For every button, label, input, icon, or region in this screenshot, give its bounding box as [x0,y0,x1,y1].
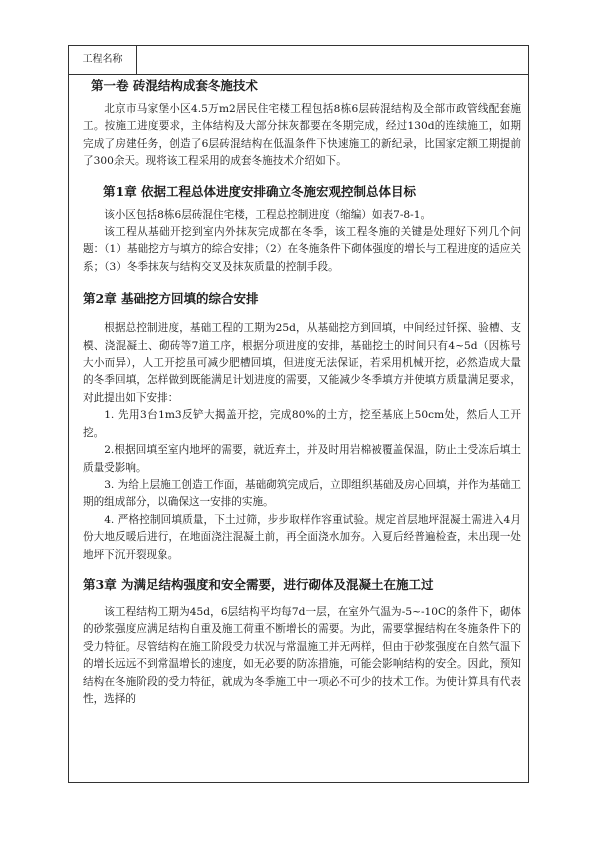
document-frame [68,45,529,783]
chapter-1-paragraph: 该小区包括8栋6层砖混住宅楼，工程总控制进度（缩编）如表7-8-1。 [104,208,432,221]
volume-title: 第一卷 砖混结构成套冬施技术 [91,78,258,93]
project-name-label: 工程名称 [69,46,137,74]
project-name-row [69,46,528,75]
chapter-3-title: 第3章 为满足结构强度和安全需要，进行砌体及混凝土在施工过 [83,576,434,592]
chapter-1-title: 第1章 依据工程总体进度安排确立冬施宏观控制总体目标 [103,183,417,199]
chapter-2-paragraph: 4. 严格控制回填质量，下土过筛，步步取样作容重试验。规定首层地坪混凝土需进入4月份大地反暖后进行，在地面浇注混凝土前，再全面浇水加夯。入夏后经普遍检查，未出现一处地坪下沉开裂现象。 [83,513,521,561]
chapter-2-paragraph: 2.根据回填至室内地坪的需要，就近弃土，并及时用岩棉被覆盖保温，防止土受冻后填土质量受影响。 [83,444,521,474]
chapter-2-paragraph: 根据总控制进度，基础工程的工期为25d，从基础挖方到回填，中间经过钎探、验槽、支模、浇混凝土、砌砖等7道工序，根据分项进度的安排，基础挖土的时间只有4~5d（因栋号大小而异），人工开挖虽可减少肥槽回填，但进度无法保证，若采用机械开挖，必然造成大量的冬季回填，怎样做到既能满足计划进度的需要，又能减少冬季填方并使填方质量满足要求，对此提出如下安排： [83,322,521,404]
chapter-2-paragraph: 3. 为给上层施工创造工作面，基础砌筑完成后，立即组织基础及房心回填，并作为基础工期的组成部分，以确保这一安排的实施。 [83,478,521,509]
document-body [83,77,521,708]
intro-paragraph: 北京市马家堡小区4.5万m2居民住宅楼工程包括8栋6层砖混结构及全部市政管线配套施工。按施工进度要求，主体结构及大部分抹灰都要在冬期完成，经过130d的连续施工，如期完成了房建任务，创造了6层砖混结构在低温条件下快速施工的新纪录，比国家定额工期提前了300余天。现将该工程采用的成套冬施技术介绍如下。 [83,103,521,168]
chapter-1-paragraph: 该工程从基础开挖到室内外抹灰完成都在冬季，该工程冬施的关键是处理好下列几个问题：（1）基础挖方与填方的综合安排；（2）在冬施条件下砌体强度的增长与工程进度的适应关系；（3）冬季抹灰与结构交叉及抹灰质量的控制手段。 [83,226,521,273]
chapter-3-paragraph: 该工程结构工期为45d，6层结构平均每7d一层，在室外气温为-5~-10C的条件下，砌体的砂浆强度应满足结构自重及施工荷重不断增长的需要。为此，需要掌握结构在冬施条件下的受力特征。尽管结构在施工阶段受力状况与常温施工并无两样，但由于砂浆强度在自然气温下的增长远远不到常温增长的速度，如无必要的防冻措施，可能会影响结构的安全。因此，预知结构在冬施阶段的受力特征，就成为冬季施工中一项必不可少的技术工作。为使计算具有代表性，选择的 [83,605,521,705]
chapter-2-paragraph: 1. 先用3台1m3反铲大揭盖开挖，完成80%的土方，挖至基底上50cm处，然后人工开挖。 [83,409,521,439]
chapter-2-title: 第2章 基础挖方回填的综合安排 [83,291,259,307]
